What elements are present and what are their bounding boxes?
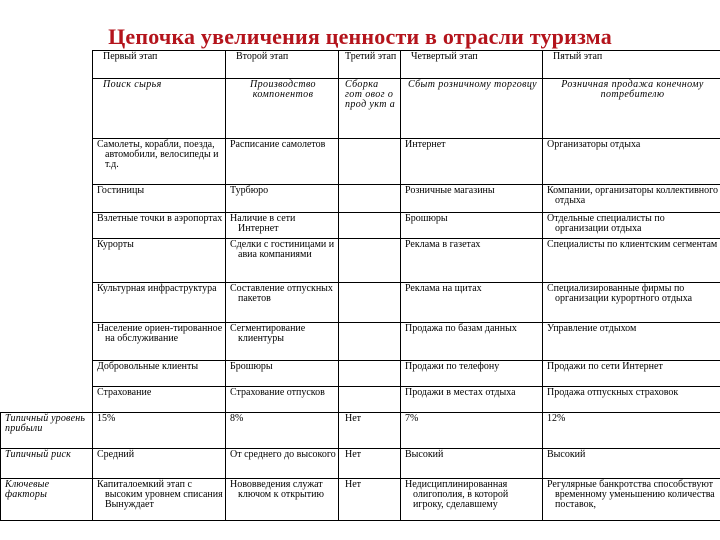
table-cell: Нет	[339, 413, 401, 449]
table-cell: Брошюры	[226, 361, 339, 387]
table-cell: Турбюро	[226, 185, 339, 213]
column-header: Пятый этап	[543, 51, 720, 79]
table-cell: Самолеты, корабли, поезда, автомобили, велосипеды и т.д.	[93, 139, 226, 185]
table-cell: Нововведения служат ключом к открытию	[226, 479, 339, 521]
row-label-cell: Типичный уровень прибыли	[1, 413, 93, 449]
table-row	[1, 283, 720, 323]
table-cell	[339, 213, 401, 239]
table-cell: Страхование отпусков	[226, 387, 339, 413]
table-cell: Розничная продажа конечному потребителю	[543, 79, 720, 139]
table-cell	[1, 79, 93, 139]
row-label-cell: Ключевые факторы	[1, 479, 93, 521]
column-header: Четвертый этап	[401, 51, 543, 79]
table-row	[1, 185, 720, 213]
table-cell: Отдельные специалисты по организации отдыха	[543, 213, 720, 239]
table-cell: Капиталоемкий этап с высоким уровнем списания Вынуждает	[93, 479, 226, 521]
table-cell: Реклама в газетах	[401, 239, 543, 283]
table-row	[1, 239, 720, 283]
row-label-cell	[1, 213, 93, 239]
table-cell: От среднего до высокого	[226, 449, 339, 479]
table-cell: Продажи по сети Интернет	[543, 361, 720, 387]
table-cell: Средний	[93, 449, 226, 479]
table-cell: Составление отпускных пакетов	[226, 283, 339, 323]
table-row	[1, 139, 720, 185]
table-cell: Население ориен-тированное на обслуживание	[93, 323, 226, 361]
table-cell: 15%	[93, 413, 226, 449]
table-cell: Недисциплинированная олигополия, в которой игроку, сделавшему	[401, 479, 543, 521]
table-row	[1, 361, 720, 387]
table-cell: Сделки с гостиницами и авиа компаниями	[226, 239, 339, 283]
table-cell: Продажа отпускных страховок	[543, 387, 720, 413]
table-cell: Управление отдыхом	[543, 323, 720, 361]
column-header: Третий этап	[339, 51, 401, 79]
table-cell: Поиск сырья	[93, 79, 226, 139]
table-cell: Наличие в сети Интернет	[226, 213, 339, 239]
row-label-cell	[1, 239, 93, 283]
table-cell: Высокий	[543, 449, 720, 479]
table-cell: Регулярные банкротства способствуют временному уменьшению количества поставок,	[543, 479, 720, 521]
table-cell	[339, 323, 401, 361]
table-cell	[339, 387, 401, 413]
table-cell: 7%	[401, 413, 543, 449]
row-label-cell	[1, 387, 93, 413]
row-label-cell: Типичный риск	[1, 449, 93, 479]
table-cell: Высокий	[401, 449, 543, 479]
table-cell: Культурная инфраструктура	[93, 283, 226, 323]
row-label-cell	[1, 283, 93, 323]
table-row	[1, 323, 720, 361]
table-cell: Сбыт розничному торговцу	[401, 79, 543, 139]
table-cell: Интернет	[401, 139, 543, 185]
table-cell: Компании, организаторы коллективного отдыха	[543, 185, 720, 213]
table-row	[1, 387, 720, 413]
table-cell: Страхование	[93, 387, 226, 413]
table-cell: Розничные магазины	[401, 185, 543, 213]
slide-title: Цепочка увеличения ценности в отрасли туризма	[108, 24, 612, 49]
table-cell: Сегментирование клиентуры	[226, 323, 339, 361]
stage-description-row	[1, 79, 720, 139]
table-cell: Расписание самолетов	[226, 139, 339, 185]
table-cell: Продажи по телефону	[401, 361, 543, 387]
table-cell	[339, 239, 401, 283]
table-header-row	[1, 51, 720, 79]
table-cell: Взлетные точки в аэропортах	[93, 213, 226, 239]
column-header: Первый этап	[93, 51, 226, 79]
table-cell: Производство компонентов	[226, 79, 339, 139]
table-row	[1, 449, 720, 479]
row-label-cell	[1, 323, 93, 361]
column-header: Второй этап	[226, 51, 339, 79]
table-cell: Продажа по базам данных	[401, 323, 543, 361]
table-cell: 8%	[226, 413, 339, 449]
table-cell: Продажи в местах отдыха	[401, 387, 543, 413]
table-cell: Специалисты по клиентским сегментам	[543, 239, 720, 283]
table-row	[1, 413, 720, 449]
value-chain-table	[0, 50, 720, 521]
table-row	[1, 479, 720, 521]
table-cell: Нет	[339, 479, 401, 521]
table-cell: Организаторы отдыха	[543, 139, 720, 185]
row-label-cell	[1, 361, 93, 387]
table-cell	[339, 139, 401, 185]
table-cell: Гостиницы	[93, 185, 226, 213]
table-cell: Сборка гот овог о прод укт а	[339, 79, 401, 139]
column-header	[1, 51, 93, 79]
table-cell: Реклама на щитах	[401, 283, 543, 323]
table-cell: Специализированные фирмы по организации курортного отдыха	[543, 283, 720, 323]
table-row	[1, 213, 720, 239]
table-cell: Добровольные клиенты	[93, 361, 226, 387]
row-label-cell	[1, 185, 93, 213]
table-cell: Курорты	[93, 239, 226, 283]
table-cell	[339, 361, 401, 387]
table-cell: 12%	[543, 413, 720, 449]
table-cell	[339, 283, 401, 323]
row-label-cell	[1, 139, 93, 185]
table-cell: Брошюры	[401, 213, 543, 239]
table-cell	[339, 185, 401, 213]
table-cell: Нет	[339, 449, 401, 479]
